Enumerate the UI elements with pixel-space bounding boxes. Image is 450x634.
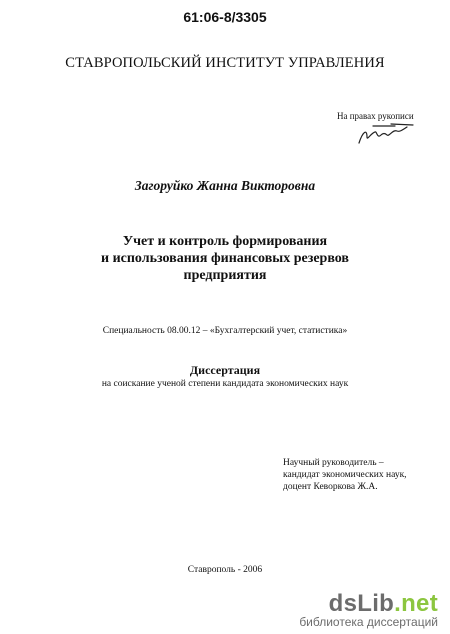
supervisor-line: доцент Кеворкова Ж.А.	[283, 482, 378, 492]
supervisor-block	[283, 457, 407, 493]
catalog-code: 61:06-8/3305	[183, 9, 267, 25]
supervisor-line: Научный руководитель –	[283, 458, 384, 468]
dissertation-label: Диссертация	[189, 363, 261, 377]
title-line: предприятия	[183, 268, 267, 283]
author-name: Загоруйко Жанна Викторовна	[134, 178, 316, 193]
city-year: Ставрополь - 2006	[187, 565, 263, 575]
dissertation-title	[0, 233, 450, 284]
signature-icon	[355, 123, 415, 147]
institute-name: СТАВРОПОЛЬСКИЙ ИНСТИТУТ УПРАВЛЕНИЯ	[65, 55, 385, 71]
logo-net: .net	[394, 590, 438, 617]
dslib-logo	[299, 592, 438, 616]
title-line: Учет и контроль формирования	[122, 234, 328, 249]
supervisor-line: кандидат экономических наук,	[283, 470, 407, 480]
dslib-tagline: библиотека диссертаций	[299, 615, 438, 629]
logo-lib: Lib	[357, 590, 395, 617]
manuscript-note: На правах рукописи	[337, 111, 414, 121]
title-line: и использования финансовых резервов	[101, 251, 349, 266]
dissertation-subtitle: на соискание ученой степени кандидата экономических наук	[101, 379, 349, 389]
specialty-line: Специальность 08.00.12 – «Бухгалтерский учет, статистика»	[102, 326, 348, 336]
dslib-watermark[interactable]	[299, 592, 438, 629]
logo-ds: ds	[328, 590, 358, 617]
